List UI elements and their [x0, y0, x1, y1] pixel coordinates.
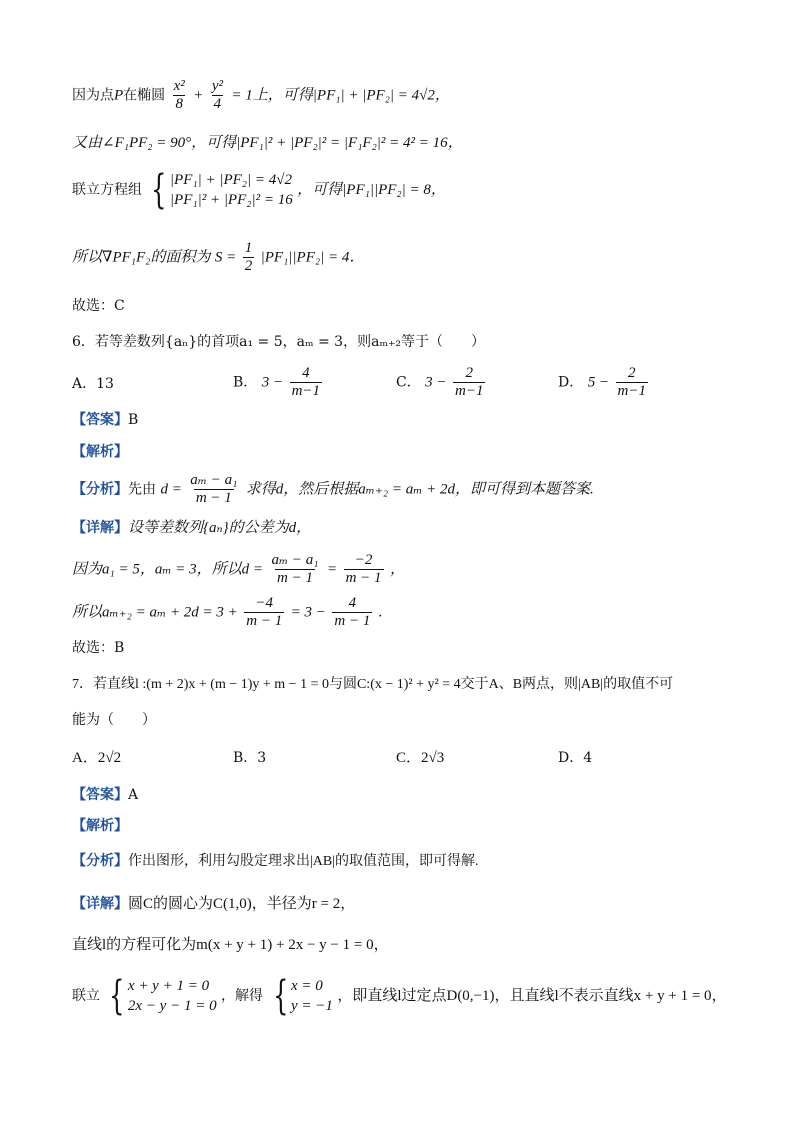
math-expression: S = [214, 249, 237, 266]
fraction [244, 595, 284, 630]
text: 先由 [128, 481, 156, 498]
math-expression: |PF₁||PF₂| = 4． [260, 249, 365, 266]
math-expression: ，即直线l过定点D(0,−1)，且直线l不表示直线x + y + 1 = 0， [337, 988, 727, 1004]
question-6-stem: 6．若等差数列{aₙ}的首项a₁ = 5，aₘ = 3，则aₘ₊₂等于（ ） [72, 334, 486, 350]
equation-row: x = 0 [290, 978, 323, 994]
text: 因为点 [72, 87, 114, 104]
math-expression: ，可得|PF₁||PF₂| = 8， [297, 182, 446, 198]
denominator: m−1 [455, 383, 484, 399]
analysis-heading [72, 442, 128, 462]
denominator: 2 [244, 258, 253, 274]
math-expression: . [378, 604, 383, 621]
fraction [453, 365, 485, 400]
numerator: 4 [302, 365, 310, 381]
xiangjie-tag: 【详解】 [72, 896, 128, 912]
fraction [332, 595, 372, 630]
denominator: m − 1 [246, 613, 283, 629]
equation-row: 2x − y − 1 = 0 [127, 998, 217, 1014]
xiangjie-line [72, 518, 311, 538]
analysis-heading [72, 816, 128, 836]
fraction-x2-8 [172, 78, 187, 113]
text: 所以∇PF₁F₂的面积为 [72, 249, 211, 266]
text: 联立 [72, 988, 100, 1004]
answer-line [72, 410, 138, 430]
solution-system [268, 973, 333, 1019]
option-d [558, 365, 650, 400]
question-7-stem: 7．若直线l :(m + 2)x + (m − 1)y + m − 1 = 0与圆C:(x − 1)² + y² = 4交于A、B两点，则|AB|的取值不可 [72, 677, 674, 692]
question-7-stem-cont: 能为（ ） [72, 712, 156, 728]
system-solve-line [72, 973, 727, 1019]
math-expression: 圆C的圆心为C(1,0)，半径为r = 2， [128, 896, 356, 912]
math-expression: 求得d，然后根据aₘ₊₂ = aₘ + 2d，即可得到本题答案. [245, 481, 594, 498]
option-b [233, 365, 324, 400]
numerator: 2 [628, 365, 636, 381]
math-expression: d = [160, 481, 182, 498]
fenxi-tag: 【分析】 [72, 481, 128, 498]
answer-value: A [128, 787, 139, 803]
answer-tag: 【答案】 [72, 412, 128, 428]
analysis-tag: 【解析】 [72, 818, 128, 834]
numerator: y² [211, 78, 223, 94]
xiangjie-line [72, 894, 355, 914]
numerator: 4 [348, 595, 357, 611]
answer-tag: 【答案】 [72, 787, 128, 803]
math-var: P [114, 87, 124, 104]
denominator: m−1 [291, 383, 321, 399]
choose-line: 故选：C [72, 298, 125, 314]
fraction [616, 365, 648, 400]
fraction [269, 552, 320, 587]
plus: + [193, 87, 204, 104]
brace: { [109, 973, 125, 1019]
math-expression: 5 − [587, 374, 610, 391]
fenxi-line [72, 472, 594, 507]
answer-value: B [128, 412, 139, 428]
math-expression: 3 − [261, 374, 284, 391]
d-value-line [72, 552, 405, 587]
denominator: m − 1 [334, 613, 371, 629]
choose-line: 故选：B [72, 640, 125, 656]
math-expression: 3 − [425, 374, 447, 391]
equation-row: x + y + 1 = 0 [127, 978, 210, 994]
fraction [188, 472, 239, 507]
option-d: D．4 [558, 750, 593, 766]
denominator: 4 [213, 96, 222, 112]
numerator: x² [173, 78, 185, 94]
option-c [396, 365, 487, 400]
math-expression: ， [389, 561, 405, 578]
denominator: 8 [175, 96, 183, 112]
equation-system [104, 973, 217, 1019]
equation-row: |PF₁| + |PF₂| = 4√2 [169, 172, 292, 188]
angle-line: 又由∠F₁PF₂ = 90°，可得|PF₁|² + |PF₂|² = |F₁F₂|² = 4² = 16， [72, 135, 463, 151]
numerator: aₘ − a₁ [271, 552, 319, 568]
fraction [290, 365, 322, 400]
option-label: B． [233, 374, 258, 391]
line-equation: 直线l的方程可化为m(x + y + 1) + 2x − y − 1 = 0， [72, 937, 389, 953]
math-expression: 作出图形，利用勾股定理求出|AB|的取值范围，即可得解. [128, 854, 479, 869]
denominator: m − 1 [195, 490, 232, 506]
fenxi-tag: 【分析】 [72, 853, 128, 869]
math-expression: 设等差数列{aₙ}的公差为d， [128, 520, 312, 536]
option-c: C．2√3 [396, 750, 445, 766]
fraction [344, 552, 384, 587]
equation-row: y = −1 [290, 998, 333, 1014]
math-expression: = 1上，可得|PF₁| + |PF₂| = 4√2， [231, 87, 450, 104]
denominator: m−1 [617, 383, 646, 399]
ellipse-line [72, 78, 450, 113]
equation-row: |PF₁|² + |PF₂|² = 16 [169, 192, 293, 208]
denominator: m − 1 [345, 570, 382, 586]
system-line [72, 167, 446, 213]
option-label: C． [396, 374, 421, 391]
text: 联立方程组 [72, 182, 142, 198]
fenxi-line [72, 851, 479, 872]
denominator: m − 1 [277, 570, 313, 586]
text: ，解得 [221, 988, 264, 1004]
math-expression: 因为a₁ = 5，aₘ = 3，所以d = [72, 561, 264, 578]
analysis-tag: 【解析】 [72, 444, 128, 460]
option-label: D． [558, 374, 584, 391]
numerator: 2 [465, 365, 473, 381]
fraction-1-2 [243, 240, 255, 275]
numerator: −2 [354, 552, 373, 568]
math-expression: = 3 − [290, 604, 326, 621]
answer-line [72, 785, 138, 805]
math-expression: = [326, 561, 338, 578]
brace: { [151, 167, 167, 213]
xiangjie-tag: 【详解】 [72, 520, 128, 536]
option-a: A．13 [72, 376, 114, 392]
am2-value-line [72, 595, 383, 630]
numerator: −4 [255, 595, 274, 611]
fraction-y2-4 [210, 78, 225, 113]
numerator: 1 [244, 240, 253, 256]
option-b: B．3 [233, 750, 267, 766]
numerator: aₘ − a₁ [190, 472, 238, 488]
equation-system [146, 167, 293, 213]
math-expression: 所以aₘ₊₂ = aₘ + 2d = 3 + [72, 604, 238, 621]
brace: { [272, 973, 288, 1019]
area-line [72, 240, 364, 275]
text: 在椭圆 [123, 87, 166, 104]
option-a: A．2√2 [72, 750, 122, 766]
